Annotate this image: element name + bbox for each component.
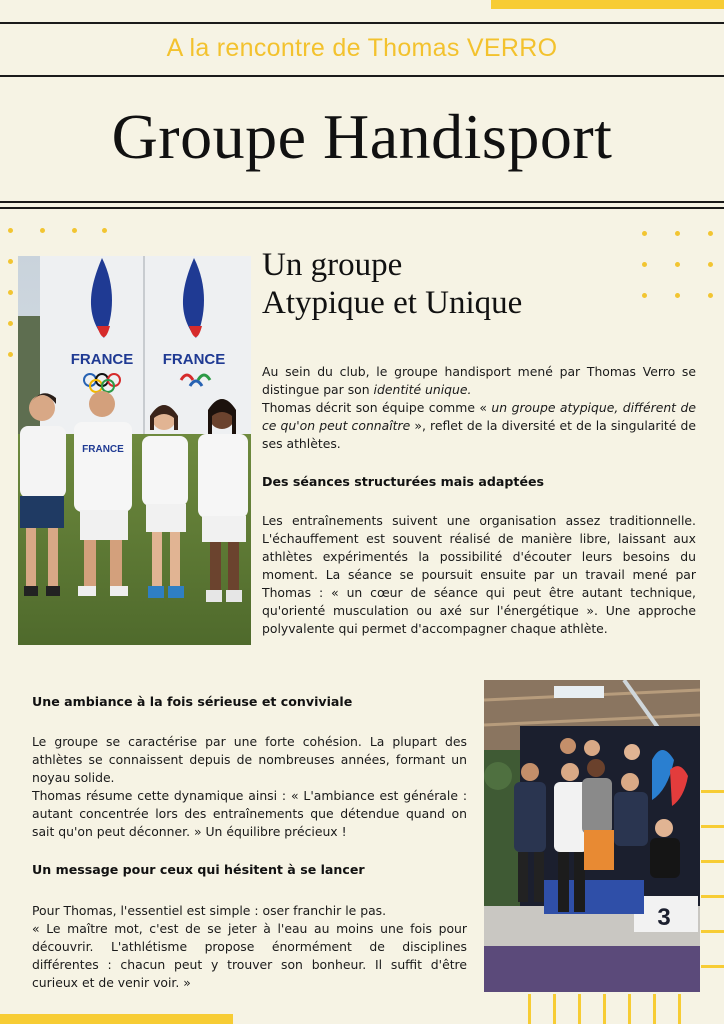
team-photo-outdoor <box>18 256 251 645</box>
subheading-message: Un message pour ceux qui hésitent à se lancer <box>32 862 365 877</box>
podium-number: 3 <box>657 904 671 931</box>
banner-france-right: FRANCE <box>162 351 226 368</box>
intro-quote-emphasis: un groupe atypique, différent de ce qu'on peut connaître <box>262 400 696 433</box>
section-heading-line-2: Atypique et Unique <box>262 285 523 321</box>
subheading-ambiance: Une ambiance à la fois sérieuse et conviviale <box>32 694 353 709</box>
banner-france-left: FRANCE <box>70 351 134 368</box>
intro-paragraph: Au sein du club, le groupe handisport mené par Thomas Verro se distingue par son identité unique. Thomas décrit son équipe comme « un groupe atypique, différent de ce qu'on peut connaître », reflet de la diversité et de la singularité de ses athlètes. <box>262 364 696 451</box>
header-rule-bottom-2 <box>0 207 724 209</box>
top-accent-bar <box>491 0 724 9</box>
section-heading <box>262 246 662 322</box>
team-photo-indoor-podium <box>484 680 700 992</box>
section-heading-line-1: Un groupe <box>262 247 403 283</box>
ambiance-paragraph: Le groupe se caractérise par une forte cohésion. La plupart des athlètes se connaissent depuis de nombreuses années, formant un noyau solide. Thomas résume cette dynamique ainsi : « L'ambiance est générale : autant concentrée lors des entraînements que détendue quand on sait qu'on peut déconner. » Un équilibre précieux ! <box>32 734 467 839</box>
bottom-accent-bar <box>0 1014 233 1024</box>
header-rule-mid <box>0 75 724 77</box>
kicker-title: A la rencontre de Thomas VERRO <box>166 34 558 62</box>
message-paragraph: Pour Thomas, l'essentiel est simple : oser franchir le pas. « Le maître mot, c'est de se jeter à l'eau au moins une fois pour découvrir. L'athlétisme propose énormément de disciplines différentes : chacun peut y trouver son bonheur. Il suffit d'être curieux et de venir voir. » <box>32 903 467 990</box>
sessions-paragraph: Les entraînements suivent une organisation assez traditionnelle. L'échauffement est souvent réalisé de manière libre, laissant aux athlètes expérimentés la possibilité d'écouter leurs besoins du moment. La séance se poursuit ensuite par un travail mené par Thomas : « un cœur de séance qui peut être autant technique, qu'orienté musculation ou axé sur l'énergétique ». Une approche polyvalente qui permet d'accompagner chaque athlète. <box>262 513 696 636</box>
intro-emphasis: identité unique. <box>373 382 472 397</box>
header-rule-bottom-1 <box>0 201 724 203</box>
page-title: Groupe Handisport <box>111 101 613 172</box>
header-rule-top <box>0 22 724 24</box>
shirt-france-text: FRANCE <box>82 444 124 455</box>
subheading-sessions: Des séances structurées mais adaptées <box>262 474 545 489</box>
